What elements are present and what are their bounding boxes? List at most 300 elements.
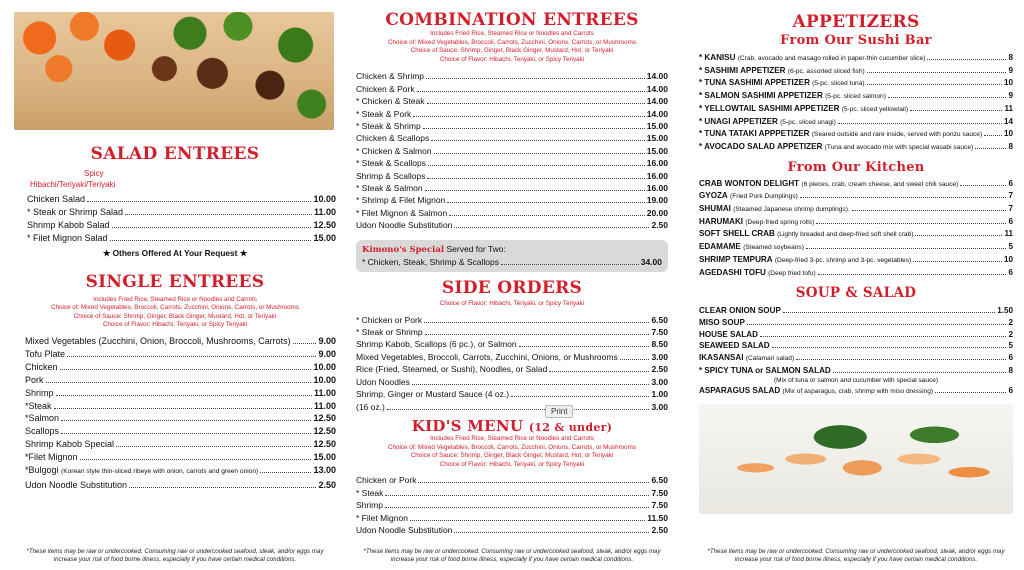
item-name: Udon Noodle Substitution: [356, 524, 453, 535]
item-name: HOUSE SALAD: [699, 329, 758, 339]
combo-entree-item: [356, 145, 668, 157]
item-name: Udon Noodle Substitution: [356, 220, 453, 231]
item-price: 7.50: [651, 500, 668, 511]
kids-menu-item: [356, 512, 668, 524]
item-name: (16 oz.): [356, 401, 385, 412]
item-price: 3.00: [651, 401, 668, 412]
item-price: 7.50: [651, 487, 668, 498]
leader-dots: [424, 322, 649, 323]
item-price: 11: [1004, 103, 1013, 113]
raw-food-disclaimer-left: *These items may be raw or undercooked. Consuming raw or undercooked seafood, steak, and/or eggs may increase your risk of food borne illness, especially if you have certain medical conditions.: [26, 548, 324, 563]
soup-salad-item: [699, 305, 1013, 317]
item-name: IKASANSAI (Calamari salad): [699, 353, 795, 363]
soup-salad-item: [699, 340, 1013, 352]
leader-dots: [867, 72, 1007, 73]
leader-dots: [454, 532, 649, 533]
leader-dots: [112, 227, 312, 228]
item-name: Pork: [25, 374, 44, 385]
side-order-item: [356, 338, 668, 350]
item-name: Udon Noodles: [356, 376, 410, 387]
appetizer-item: [699, 116, 1013, 129]
item-name: *Salmon: [25, 413, 60, 424]
item-price: 10.00: [313, 374, 336, 385]
single-sub-includes: Includes Fried Rice, Steamed Rice or Noodles and Carrots: [93, 295, 257, 303]
kitchen-item: [699, 267, 1013, 280]
item-name: * Filet Mignon & Salmon: [356, 207, 448, 218]
salad-flavors: Hibachi/Teriyaki/Teriyaki: [30, 180, 116, 189]
leader-dots: [960, 185, 1006, 186]
item-price: 8.50: [651, 339, 668, 350]
item-name: Udon Noodle Substitution: [25, 479, 128, 490]
leader-dots: [984, 135, 1002, 136]
item-name: MISO SOUP: [699, 317, 745, 327]
single-entree-item: [25, 387, 336, 400]
single-sub-choice: Choice of: Mixed Vegetables, Broccoli, Carrots, Zucchini, Onions, Carrots, or Mushrooms: [50, 304, 300, 312]
side-order-item: [356, 388, 668, 400]
item-description: (5-pc. sliced tuna): [812, 80, 865, 88]
hibachi-food-photo: [14, 12, 334, 130]
kitchen-item: [699, 190, 1013, 203]
leader-dots: [61, 433, 311, 434]
item-name: * AVOCADO SALAD APPETIZER (Tuna and avocado mix with special wasabi sauce): [699, 141, 974, 151]
appetizer-item: [699, 90, 1013, 103]
leader-dots: [935, 392, 1006, 393]
appetizer-item: [699, 77, 1013, 90]
side-order-item: [356, 314, 668, 326]
leader-dots: [417, 91, 645, 92]
item-name: * KANISU (Crab, avocado and masago rolled in paper-thin cucumber slice): [699, 53, 926, 62]
leader-dots: [838, 123, 1002, 124]
kids-list: [356, 474, 668, 536]
item-price: 15.00: [313, 452, 336, 463]
salad-item: [27, 219, 336, 232]
leader-dots: [888, 97, 1007, 98]
kids-menu-title: KID'S MENU (12 & under): [411, 416, 613, 435]
salad-list: [14, 193, 336, 245]
item-name: AGEDASHI TOFU (Deep fried tofu): [699, 267, 816, 277]
item-price: 5: [1008, 242, 1013, 252]
appetizer-item: [699, 128, 1013, 141]
item-name: Shrimp Kabob Special: [25, 439, 115, 450]
item-price: 8: [1008, 53, 1013, 62]
combo-list: [356, 70, 668, 231]
appetizer-item: [699, 103, 1013, 116]
salad-item: [27, 206, 336, 219]
side-order-item: [356, 326, 668, 338]
item-price: 6: [1008, 267, 1013, 277]
special-name: Kimono's Special: [362, 244, 445, 255]
item-price: 7: [1008, 191, 1013, 201]
item-name: SHUMAI (Steamed Japanese shrimp dumplings).: [699, 204, 850, 214]
item-name: Shrimp, Ginger or Mustard Sauce (4 oz.): [356, 389, 510, 400]
leader-dots: [760, 336, 1007, 337]
leader-dots: [806, 248, 1007, 249]
kitchen-item: [699, 241, 1013, 254]
item-price: 6: [1008, 178, 1013, 188]
leader-dots: [413, 116, 644, 117]
leader-dots: [125, 214, 312, 215]
item-name: * Steak & Salmon: [356, 183, 423, 194]
appetizer-item: [699, 52, 1013, 65]
leader-dots: [975, 148, 1006, 149]
item-description: (5-pc. sliced yellowtail): [841, 105, 909, 113]
side-order-item: [356, 376, 668, 388]
leader-dots: [426, 78, 645, 79]
side-list: [356, 314, 668, 413]
item-name: Chicken & Shrimp: [356, 71, 425, 82]
soup-list: [699, 305, 1013, 376]
item-description: (Seared outside and rare inside, served with ponzu sauce): [811, 131, 983, 139]
special-item: * Chicken, Steak, Shrimp & Scallops 34.00: [362, 256, 662, 267]
item-name: * Chicken & Steak: [356, 96, 425, 107]
side-order-item: [356, 401, 668, 413]
item-description: (Lightly breaded and deep-fried soft shell crab): [777, 231, 914, 239]
item-price: 2.50: [651, 364, 668, 375]
item-name: * Filet Mignon Salad: [27, 232, 108, 243]
leader-dots: [387, 409, 650, 410]
leader-dots: [511, 396, 649, 397]
item-description: (Deep fried tofu): [768, 269, 816, 277]
item-price: 5: [1008, 341, 1013, 351]
item-name: * SALMON SASHIMI APPETIZER (5-pc. sliced salmon): [699, 91, 886, 101]
leader-dots: [454, 227, 649, 228]
item-price: 6: [1008, 216, 1013, 226]
combo-entree-item: [356, 120, 668, 132]
leader-dots: [428, 165, 645, 166]
appetizers-title: APPETIZERS: [792, 12, 920, 32]
item-description: (Steamed soybeans): [743, 244, 804, 252]
leader-dots: [110, 240, 312, 241]
item-name: Shrimp & Scallops: [356, 170, 426, 181]
item-description: (Fried Pork Dumplings): [730, 193, 798, 201]
combo-sub-choice: Choice of: Mixed Vegetables, Broccoli, Carrots, Zucchini, Onions, Carrots, or Mushrooms: [387, 38, 637, 46]
item-price: 11.00: [313, 387, 336, 398]
kimonos-special-box: [356, 240, 668, 272]
leader-dots: [129, 487, 316, 488]
asparagus-salad-item: ASPARAGUS SALAD (Mix of asparagus, crab, shrimp with miso dressing) 6: [699, 386, 1013, 396]
combo-entree-item: [356, 108, 668, 120]
single-entree-item: [25, 479, 336, 492]
leader-dots: [61, 420, 311, 421]
leader-dots: [418, 482, 649, 483]
item-price: 8: [1008, 365, 1013, 375]
item-name: Chicken or Pork: [356, 475, 417, 486]
leader-dots: [60, 369, 312, 370]
soup-salad-item: [699, 352, 1013, 365]
side-order-item: [356, 363, 668, 375]
item-name: * YELLOWTAIL SASHIMI APPETIZER (5-pc. sliced yellowtail): [699, 103, 909, 113]
item-name: Rice (Fried, Steamed, or Sushi), Noodles, or Salad: [356, 364, 548, 375]
item-name: * Shrimp & Filet Mignon: [356, 195, 446, 206]
from-our-kitchen-title: From Our Kitchen: [787, 159, 925, 175]
kitchen-list: [699, 178, 1013, 280]
item-name: * Steak or Shrimp: [356, 327, 423, 338]
item-name: *Steak: [25, 400, 52, 411]
raw-food-disclaimer-middle: *These items may be raw or undercooked. Consuming raw or undercooked seafood, steak, and/or eggs may increase your risk of food borne illness, especially if you have certain medical conditions.: [363, 548, 661, 563]
leader-dots: [519, 346, 650, 347]
kids-sub-choice: Choice of: Mixed Vegetables, Broccoli, Carrots, Zucchini, Onions, Carrots, or Mushrooms: [387, 443, 637, 451]
leader-dots: [293, 343, 317, 344]
item-name: EDAMAME (Steamed soybeans): [699, 242, 804, 252]
leader-dots: [852, 210, 1007, 211]
item-price: 11.50: [647, 512, 668, 523]
kids-menu-item: [356, 474, 668, 486]
item-name: Shrimp: [25, 387, 54, 398]
kids-sub-sauce: Choice of Sauce: Shrimp, Ginger, Black Ginger, Mustard, Hot, or Teriyaki: [410, 452, 614, 460]
leader-dots: [434, 153, 645, 154]
appetizer-item: [699, 141, 1013, 154]
single-list: [14, 335, 336, 492]
item-price: 9: [1008, 91, 1013, 101]
item-price: 14.00: [646, 71, 668, 82]
spicy-salad-note: (Mix of tuna or salmon and cucumber with special sauce): [773, 377, 939, 385]
leader-dots: [816, 223, 1006, 224]
item-price: 12.50: [313, 413, 336, 424]
item-name: CRAB WONTON DELIGHT (6 pieces, crab, cream cheese, and sweet chili sauce): [699, 178, 959, 188]
leader-dots: [67, 356, 316, 357]
leader-dots: [867, 84, 1002, 85]
soup-salad-item: [699, 365, 1013, 377]
kids-menu-item: [356, 499, 668, 511]
item-name: * SPICY TUNA or SALMON SALAD: [699, 365, 831, 375]
item-name: * UNAGI APPETIZER (5-pc. sliced unagi): [699, 116, 836, 126]
item-name: * SASHIMI APPETIZER (6-pc. assorted sliced fish): [699, 65, 865, 75]
kids-menu-item: [356, 487, 668, 499]
leader-dots: [796, 359, 1006, 360]
single-entree-item: [25, 464, 336, 479]
special-label: Served for Two:: [446, 243, 506, 254]
item-description: (Tuna and avocado mix with special wasabi sauce): [824, 143, 974, 151]
side-sub-flavor: Choice of Flavor: Hibachi, Teriyaki, or Spicy Teriyaki: [439, 300, 585, 308]
single-sub-flavor: Choice of Flavor: Hibachi, Teriyaki, or Spicy Teriyaki: [102, 321, 248, 329]
item-price: 12.50: [313, 219, 336, 230]
item-name: * TUNA TATAKI APPPETIZER (Seared outside and rare inside, served with ponzu sauce): [699, 129, 983, 139]
item-name: * Filet Mignon: [356, 512, 408, 523]
leader-dots: [385, 495, 649, 496]
item-name: CLEAR ONION SOUP: [699, 306, 781, 316]
item-name: * Steak & Shrimp: [356, 121, 421, 131]
leader-dots: [447, 202, 644, 203]
kitchen-item: [699, 228, 1013, 241]
combo-entree-item: [356, 170, 668, 182]
salad-entrees-title: SALAD ENTREES: [90, 144, 260, 164]
item-price: 15.00: [646, 145, 668, 156]
single-entree-item: [25, 438, 336, 451]
combo-entree-item: [356, 132, 668, 144]
item-description: (5-pc. sliced salmon): [825, 93, 886, 101]
leader-dots: [56, 395, 312, 396]
item-price: 10: [1003, 78, 1013, 88]
leader-dots: [927, 59, 1006, 60]
item-name: Mixed Vegetables (Zucchini, Onion, Broccoli, Mushrooms, Carrots): [25, 336, 291, 346]
item-name: *Filet Mignon: [25, 452, 78, 463]
leader-dots: [260, 472, 311, 473]
item-price: 20.00: [646, 207, 668, 218]
leader-dots: [501, 264, 639, 265]
item-price: 6: [1008, 353, 1013, 363]
combo-entree-item: [356, 219, 668, 231]
item-name: Tofu Plate: [25, 348, 66, 359]
raw-food-disclaimer-right: *These items may be raw or undercooked. Consuming raw or undercooked seafood, steak, and/or eggs may increase your risk of food borne illness, especially if you have certain medical conditions.: [707, 548, 1005, 563]
leader-dots: [620, 359, 650, 360]
combination-entrees-title: COMBINATION ENTREES: [385, 10, 639, 30]
item-name: GYOZA (Fried Pork Dumplings): [699, 191, 798, 201]
special-heading: [362, 243, 662, 256]
combo-entree-item: [356, 70, 668, 82]
item-price: 11.00: [313, 400, 336, 411]
combo-entree-item: [356, 83, 668, 95]
item-description: (Deep-fried 3-pc. shrimp and 3-pc. vegetables): [774, 256, 912, 264]
soup-salad-title: SOUP & SALAD: [795, 285, 917, 302]
leader-dots: [747, 324, 1007, 325]
item-price: 10.00: [313, 361, 336, 372]
combo-entree-item: [356, 95, 668, 107]
combo-sub-sauce: Choice of Sauce: Shrimp, Ginger, Black Ginger, Mustard, Hot, or Teriyaki: [410, 47, 614, 55]
column-left: [14, 0, 336, 492]
item-name: *Bulgogi (Korean style thin-sliced ribeye with onion, carrots and green onion): [25, 465, 259, 476]
single-entree-item: [25, 374, 336, 387]
item-price: 10.00: [313, 194, 336, 204]
item-price: 16.00: [646, 158, 668, 169]
item-name: * Chicken or Pork: [356, 314, 423, 325]
leader-dots: [54, 408, 312, 409]
item-price: 14.00: [646, 83, 668, 94]
item-name: * TUNA SASHIMI APPETIZER (5-pc. sliced tuna): [699, 78, 865, 88]
single-entree-item: [25, 335, 336, 348]
kids-sub-flavor: Choice of Flavor: Hibachi, Teriyaki, or Spicy Teriyaki: [439, 460, 585, 468]
single-entree-item: [25, 361, 336, 374]
side-orders-title: SIDE ORDERS: [441, 278, 583, 299]
sushi-bar-subtitle: From Our Sushi Bar: [780, 33, 932, 48]
single-sub-sauce: Choice of Sauce: Shrimp, Ginger, Black Ginger, Mustard, Hot, or Teriyaki: [73, 312, 277, 320]
item-description: (Crab, avocado and masago rolled in paper-thin cucumber slice): [737, 55, 926, 62]
item-price: 12.50: [313, 439, 336, 450]
item-price: 2.50: [651, 220, 668, 231]
item-price: 7.50: [651, 327, 668, 338]
item-name: SOFT SHELL CRAB (Lightly breaded and deep-fried soft shell crab): [699, 229, 914, 239]
item-name: Chicken & Scallops: [356, 133, 430, 144]
side-order-item: [356, 351, 668, 363]
kitchen-item: [699, 178, 1013, 191]
item-name: Scallops: [25, 426, 60, 437]
leader-dots: [423, 128, 645, 129]
item-name: Shrimp Kabob Salad: [27, 219, 110, 230]
kids-sub-includes: Includes Fried Rice, Steamed Rice or Noodles and Carrots: [430, 434, 594, 442]
leader-dots: [833, 372, 1007, 373]
leader-dots: [772, 347, 1007, 348]
item-price: 10: [1003, 254, 1013, 264]
single-entree-item: [25, 348, 336, 361]
item-price: 11.00: [313, 206, 336, 217]
single-entree-item: [25, 400, 336, 413]
item-price: 15.00: [646, 133, 668, 144]
leader-dots: [412, 384, 650, 385]
single-entree-item: [25, 425, 336, 438]
item-price: 19.00: [646, 195, 668, 206]
item-price: 15.00: [313, 232, 336, 243]
item-description: (6 pieces, crab, cream cheese, and sweet chili sauce): [801, 180, 959, 188]
salad-spicy-label: Spicy: [84, 169, 104, 178]
item-description: (Korean style thin-sliced ribeye with onion, carrots and green onion): [61, 468, 259, 476]
combo-entree-item: [356, 207, 668, 219]
item-name: * Steak: [356, 487, 384, 498]
item-name: Chicken: [25, 361, 58, 372]
item-price: 14: [1003, 116, 1013, 126]
item-name: Mixed Vegetables, Broccoli, Carrots, Zucchini, Onions, or Mushrooms: [356, 351, 618, 362]
item-name: * Steak or Shrimp Salad: [27, 206, 124, 217]
leader-dots: [46, 382, 312, 383]
soup-salad-item: [699, 329, 1013, 341]
item-price: 2.50: [651, 524, 668, 535]
item-description: (Calamari salad): [745, 355, 795, 363]
single-entree-item: [25, 451, 336, 464]
item-price: 9.00: [318, 348, 336, 359]
leader-dots: [783, 312, 995, 313]
item-description: (Deep-fried spring rolls): [745, 218, 815, 226]
item-price: 16.00: [646, 183, 668, 194]
item-name: HARUMAKI (Deep-fried spring rolls): [699, 216, 815, 226]
leader-dots: [116, 446, 311, 447]
leader-dots: [427, 103, 645, 104]
leader-dots: [800, 197, 1007, 198]
leader-dots: [431, 140, 644, 141]
item-description: (5-pc. sliced unagi): [780, 118, 836, 126]
leader-dots: [913, 261, 1002, 262]
soup-salad-item: [699, 317, 1013, 329]
leader-dots: [385, 507, 650, 508]
item-name: Chicken & Pork: [356, 83, 415, 94]
combo-sub-flavor: Choice of Flavor: Hibachi, Teriyaki, or Spicy Teriyaki: [439, 55, 585, 63]
item-price: 9.00: [318, 336, 336, 346]
others-offered-note: ★ Others Offered At Your Request ★: [102, 247, 248, 258]
leader-dots: [410, 520, 645, 521]
leader-dots: [80, 459, 312, 460]
item-name: Shrimp Kabob, Scallops (6 pc.), or Salmon: [356, 339, 517, 350]
item-price: 15.00: [646, 121, 668, 131]
salad-item: [27, 232, 336, 245]
item-price: 7: [1008, 204, 1013, 214]
sushi-roll-photo: [699, 404, 1013, 514]
kitchen-item: [699, 203, 1013, 216]
kitchen-item: [699, 216, 1013, 229]
item-price: 2: [1008, 317, 1013, 327]
item-name: Shrimp: [356, 500, 383, 511]
appetizer-item: [699, 65, 1013, 78]
item-name: SHRIMP TEMPURA (Deep-fried 3-pc. shrimp and 3-pc. vegetables): [699, 254, 912, 264]
combo-entree-item: [356, 194, 668, 206]
combo-sub-includes: Includes Fried Rice, Steamed Rice or Noodles and Carrots: [430, 30, 594, 37]
item-price: 2.50: [318, 479, 336, 490]
item-price: 14.00: [646, 96, 668, 107]
column-middle: [356, 0, 668, 536]
leader-dots: [425, 190, 645, 191]
single-entree-item: [25, 412, 336, 425]
kids-menu-item: [356, 524, 668, 536]
item-price: 11: [1004, 229, 1013, 239]
item-name: * Chicken & Salmon: [356, 145, 432, 156]
item-price: 13.00: [313, 465, 336, 476]
combo-entree-item: [356, 182, 668, 194]
item-price: 8: [1008, 141, 1013, 151]
item-price: 12.50: [313, 426, 336, 437]
item-price: 14.00: [646, 108, 668, 119]
item-name: Chicken Salad: [27, 194, 86, 204]
combo-entree-item: [356, 157, 668, 169]
item-price: 3.00: [651, 351, 668, 362]
item-price: 16.00: [646, 170, 668, 181]
column-right: [699, 0, 1013, 514]
kids-age: (12 & under): [528, 420, 613, 434]
